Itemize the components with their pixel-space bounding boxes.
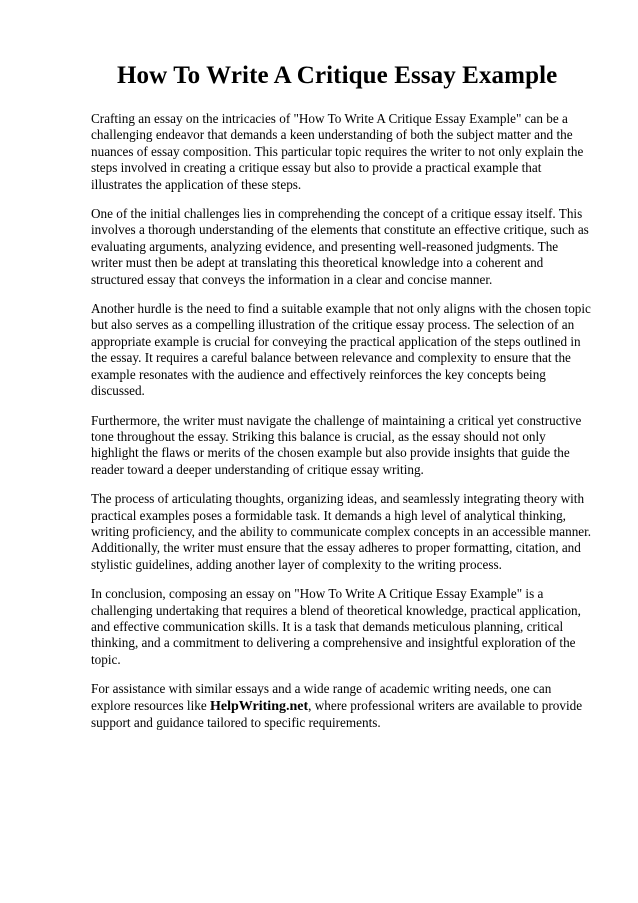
closing-text-before: For assistance with similar essays and a wide range of academic writing needs, one can explore resources like (91, 681, 552, 713)
page-title: How To Write A Critique Essay Example (117, 62, 558, 89)
paragraph-6: In conclusion, composing an essay on "How To Write A Critique Essay Example" is a challenging undertaking that requires a blend of theoretical knowledge, practical application, and effective communication skills. It is a task that demands meticulous planning, critical thinking, and a commitment to delivering a comprehensive and insightful exploration of the topic. (91, 586, 581, 667)
closing-text-after: , where professional writers are available to provide support and guidance tailored to specific requirements. (91, 697, 583, 730)
paragraph-4: Furthermore, the writer must navigate the challenge of maintaining a critical yet constructive tone throughout the essay. Striking this balance is crucial, as the essay should not only highlight the flaws or merits of the chosen example but also provide insights that guide the reader toward a deeper understanding of critique essay writing. (91, 412, 582, 477)
paragraph-1: Crafting an essay on the intricacies of "How To Write A Critique Essay Example" can be a challenging endeavor that demands a keen understanding of both the subject matter and the nuances of essay composition. This particular topic requires the writer to not only explain the steps involved in creating a critique essay but also to provide a practical example that illustrates the application of these steps. (91, 111, 584, 192)
closing-paragraph (91, 681, 592, 731)
helpwriting-link[interactable]: HelpWriting.net (210, 698, 309, 714)
paragraph-2: One of the initial challenges lies in comprehending the concept of a critique essay itself. This involves a thorough understanding of the elements that constitute an effective critique, such as evaluating arguments, analyzing evidence, and presenting well-reasoned judgments. The writer must then be adept at translating this theoretical knowledge into a coherent and structured essay that conveys the information in a clear and concise manner. (91, 206, 589, 287)
paragraph-3: Another hurdle is the need to find a suitable example that not only aligns with the chosen topic but also serves as a compelling illustration of the critique essay process. The selection of an appropriate example is crucial for conveying the practical application of the steps outlined in the essay. It requires a careful balance between relevance and complexity to ensure that the example resonates with the audience and effectively reinforces the key concepts being discussed. (91, 301, 591, 399)
paragraph-5: The process of articulating thoughts, organizing ideas, and seamlessly integrating theory with practical examples poses a formidable task. It demands a high level of analytical thinking, writing proficiency, and the ability to communicate complex concepts in an accessible manner. Additionally, the writer must ensure that the essay adheres to proper formatting, citation, and stylistic guidelines, adding another layer of complexity to the writing process. (91, 491, 592, 572)
